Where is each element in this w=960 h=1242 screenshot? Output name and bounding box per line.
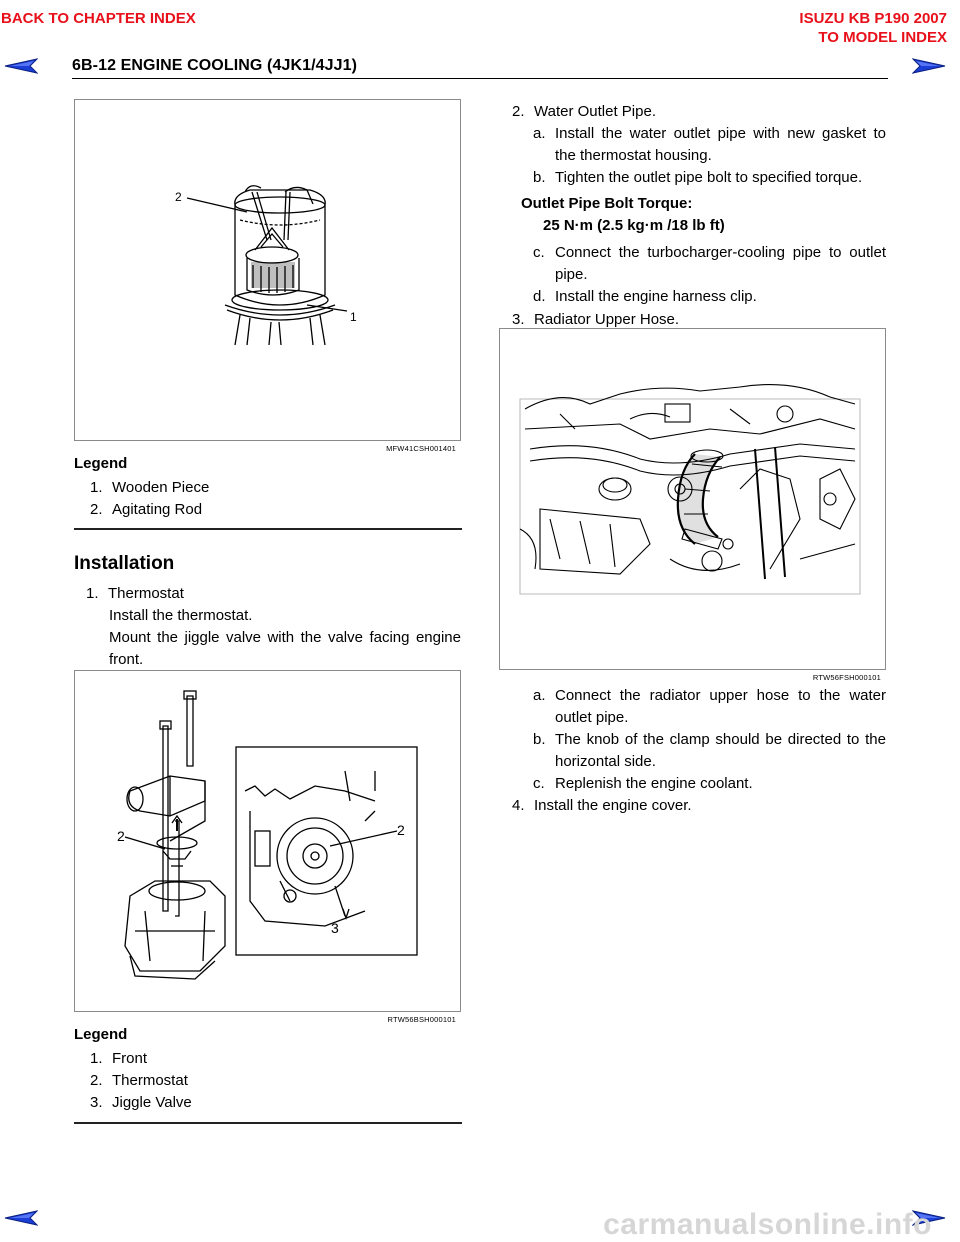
item-text: Tighten the outlet pipe bolt to specified torque. [555, 169, 863, 186]
figure1-callout-2: 2 [175, 190, 182, 204]
figure1-code: MFW41CSH001401 [386, 444, 456, 453]
page-title: 6B-12 ENGINE COOLING (4JK1/4JJ1) [72, 57, 358, 74]
legend2-item [90, 1070, 188, 1092]
item-label: c. [533, 244, 545, 261]
step-number: 4. [512, 797, 525, 814]
figure3-code: RTW56FSH000101 [812, 673, 881, 682]
step-number: 1. [86, 585, 99, 602]
watermark: carmanualsonline.info [603, 1208, 932, 1241]
item-text: Replenish the engine coolant. [555, 775, 753, 792]
install-step1-line2: Mount the jiggle valve with the valve facing engine front. [109, 629, 461, 668]
figure2-code: RTW56BSH000101 [387, 1015, 456, 1024]
legend1-item-text: Wooden Piece [112, 479, 210, 496]
legend1-item-num: 1. [90, 479, 103, 496]
to-model-index-link[interactable]: TO MODEL INDEX [818, 29, 947, 46]
section-divider [74, 1122, 462, 1124]
step-number: 3. [512, 311, 525, 328]
figure2-callout-2-left: 2 [117, 828, 125, 844]
legend2-item-text: Thermostat [112, 1072, 188, 1089]
item-label: b. [533, 169, 546, 186]
item-text: Install the engine harness clip. [555, 288, 757, 305]
item-label: a. [533, 687, 546, 704]
previous-page-arrow-icon[interactable] [4, 58, 38, 74]
step-title: Water Outlet Pipe. [534, 103, 656, 120]
item-label: b. [533, 731, 546, 748]
torque-spec-title: Outlet Pipe Bolt Torque: [521, 195, 693, 212]
thermostat-beaker-illustration [75, 100, 460, 440]
install-step1-title [86, 583, 184, 605]
legend2-item-text: Jiggle Valve [112, 1094, 192, 1111]
legend1-item [90, 477, 209, 499]
figure-thermostat-install [74, 670, 461, 1024]
figure2-callout-3: 3 [331, 920, 339, 936]
header-rule [72, 78, 888, 79]
figure1-callout-1: 1 [350, 310, 357, 324]
legend2-item-num: 3. [90, 1094, 103, 1111]
item-label: c. [533, 775, 545, 792]
section-divider [74, 528, 462, 530]
legend2-item [90, 1092, 192, 1114]
installation-heading: Installation [74, 553, 175, 574]
item-text: The knob of the clamp should be directed to the horizontal side. [555, 731, 886, 770]
step-title: Install the engine cover. [534, 797, 692, 814]
item-text: Install the water outlet pipe with new gasket to the thermostat housing. [555, 125, 886, 164]
legend1-item-num: 2. [90, 501, 103, 518]
step-title: Radiator Upper Hose. [534, 311, 680, 328]
figure2-callout-2-right: 2 [397, 822, 405, 838]
back-to-chapter-index-link[interactable]: BACK TO CHAPTER INDEX [1, 10, 196, 27]
torque-spec-value: 25 N·m (2.5 kg·m /18 lb ft) [543, 217, 725, 234]
item-text: Connect the radiator upper hose to the water outlet pipe. [555, 687, 886, 726]
legend2-item-num: 2. [90, 1072, 103, 1089]
legend2-item-text: Front [112, 1050, 148, 1067]
legend1-title: Legend [74, 455, 128, 472]
step4-title [512, 795, 692, 817]
previous-page-arrow-icon[interactable] [4, 1210, 38, 1226]
model-title-link[interactable]: ISUZU KB P190 2007 [799, 10, 947, 27]
figure-thermostat-test [74, 99, 461, 453]
legend2-item [90, 1048, 147, 1070]
step-title: Thermostat [108, 585, 184, 602]
legend1-item-text: Agitating Rod [112, 501, 203, 518]
step2-title [512, 101, 656, 123]
item-text: Connect the turbocharger-cooling pipe to outlet pipe. [555, 244, 886, 283]
next-page-arrow-icon[interactable] [912, 58, 946, 74]
item-label: d. [533, 288, 546, 305]
legend2-item-num: 1. [90, 1050, 103, 1067]
legend1-item [90, 499, 202, 521]
engine-bay-hose-illustration [500, 329, 885, 669]
legend2-title: Legend [74, 1026, 128, 1043]
thermostat-housing-illustration [75, 671, 460, 1011]
install-step1-line1: Install the thermostat. [109, 607, 253, 624]
item-label: a. [533, 125, 546, 142]
figure-radiator-upper-hose [499, 328, 886, 682]
step-number: 2. [512, 103, 525, 120]
